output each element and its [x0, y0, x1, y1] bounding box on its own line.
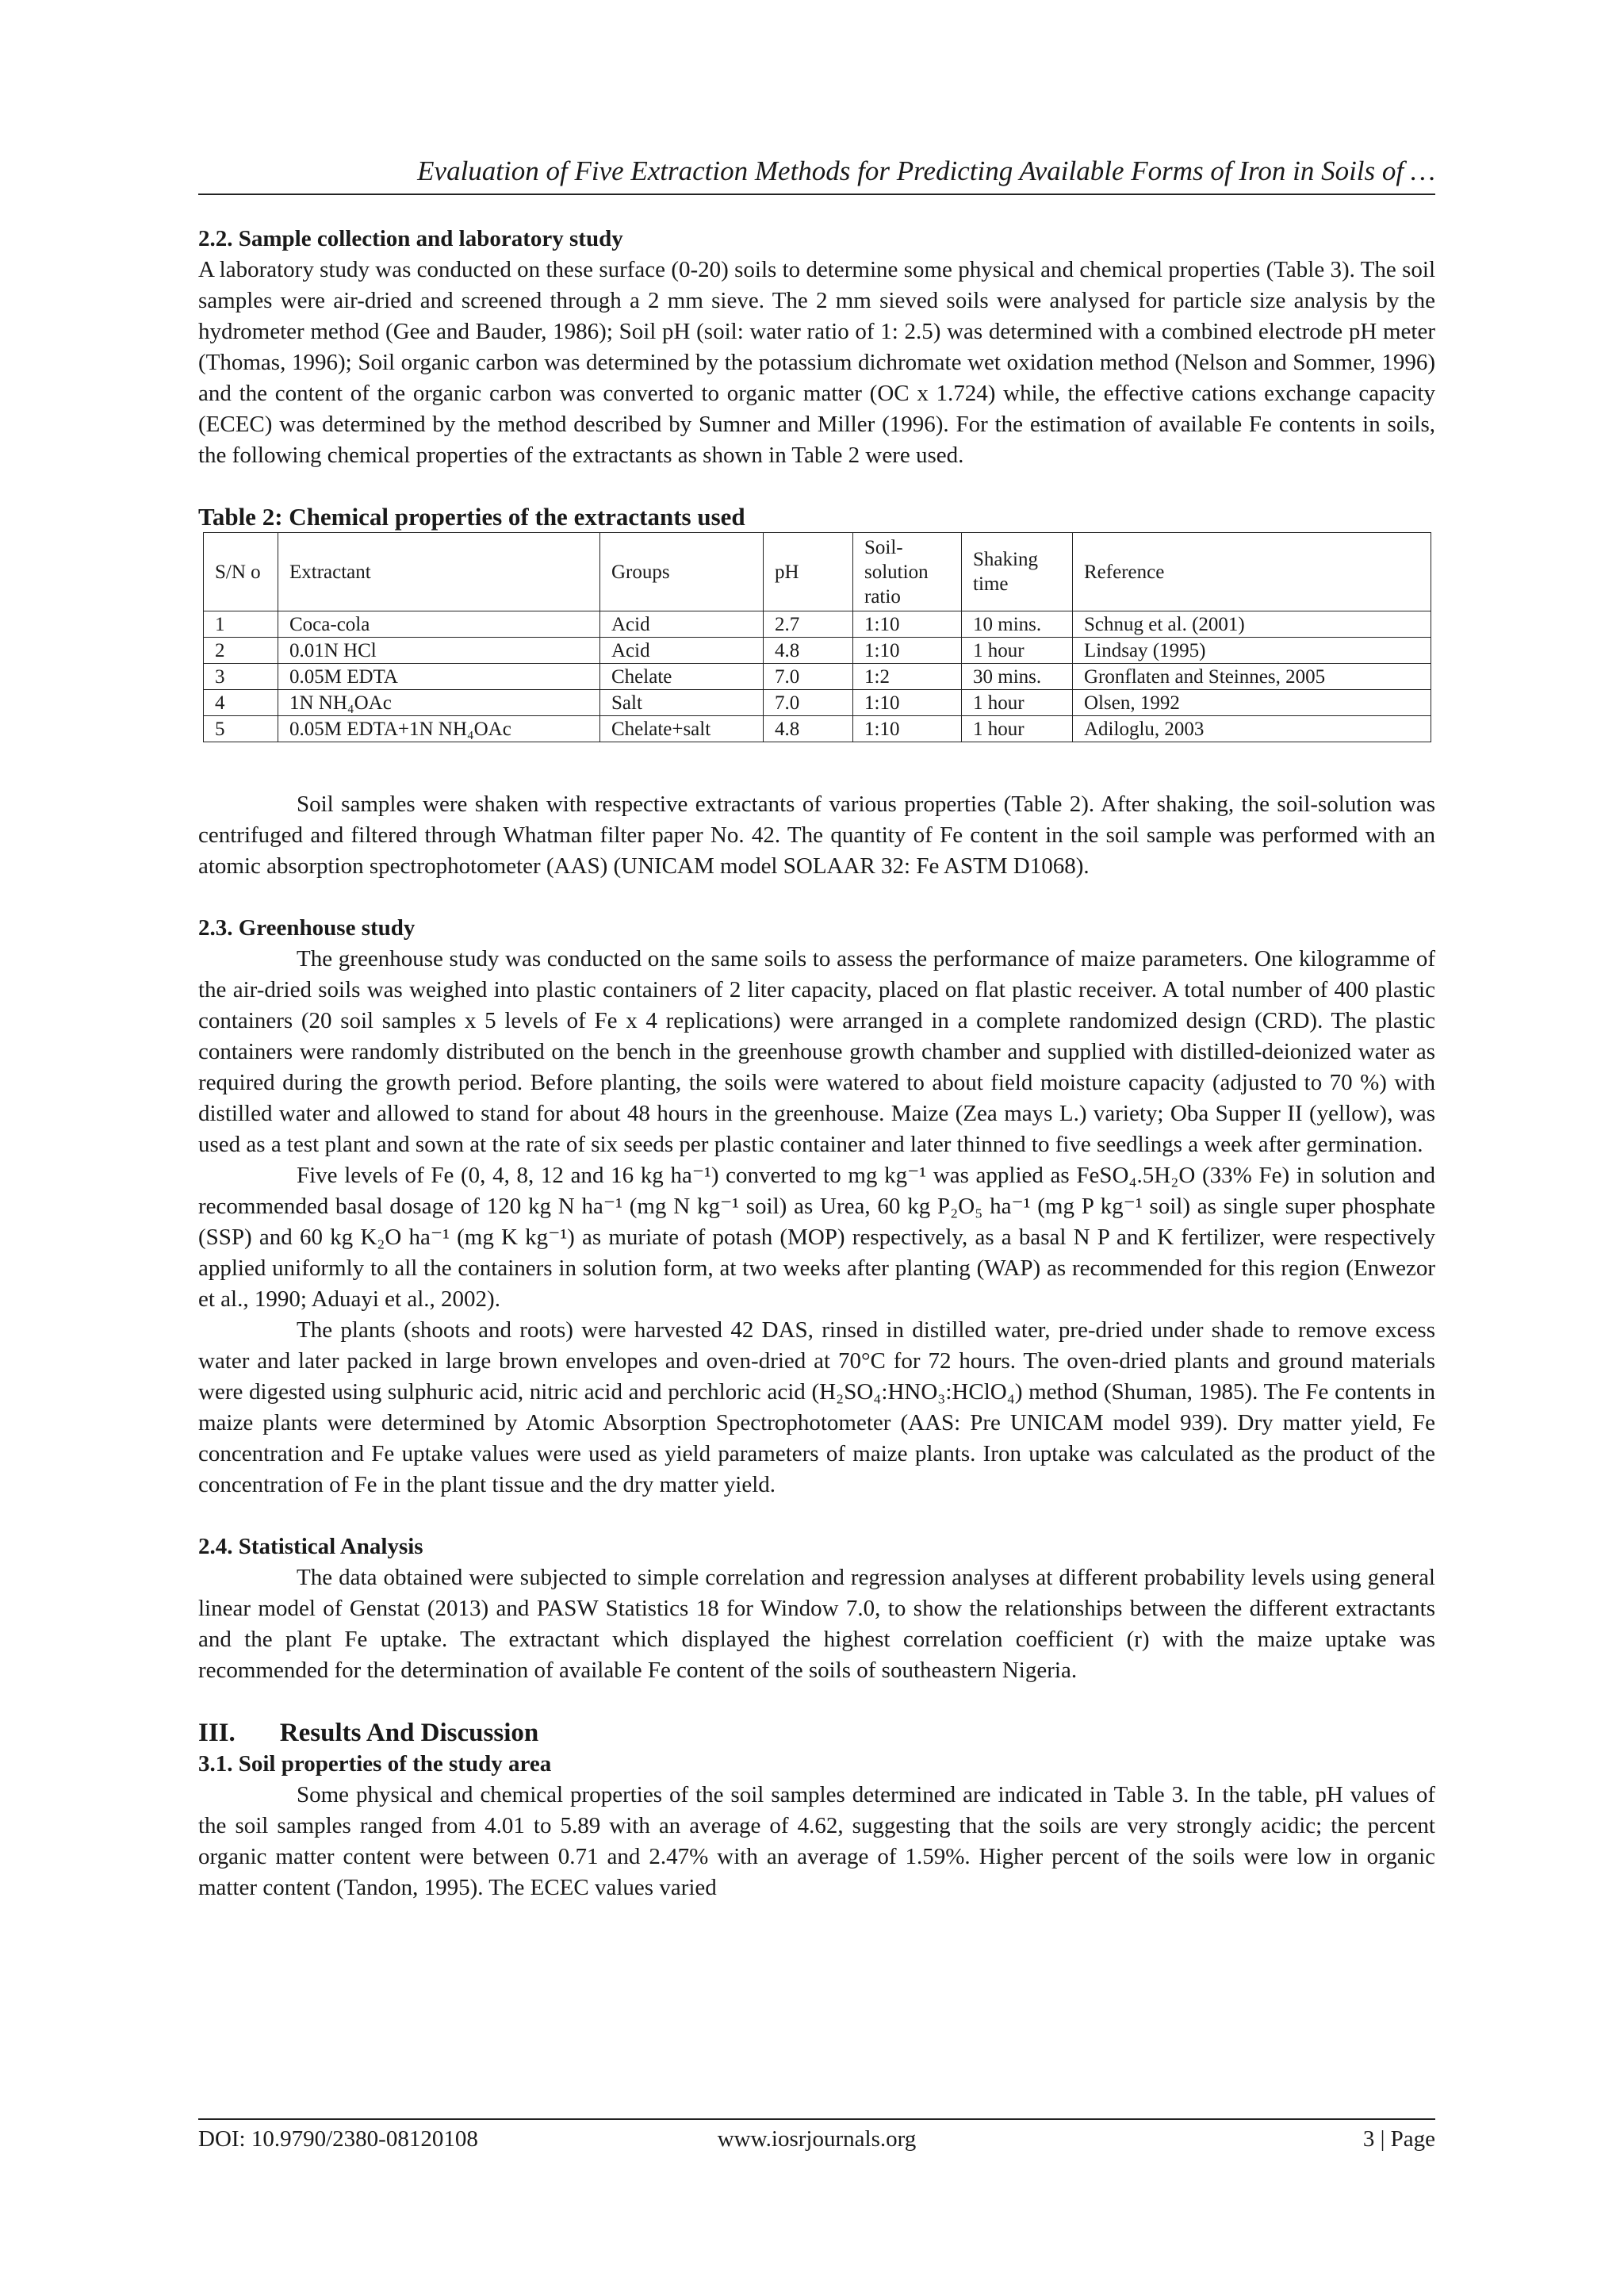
cell-ratio: 1:10 — [853, 690, 962, 716]
section-2-4-heading: 2.4. Statistical Analysis — [198, 1534, 423, 1559]
section-3-1-heading: 3.1. Soil properties of the study area — [198, 1751, 552, 1777]
table-header-row — [204, 533, 1431, 611]
section-2-3-paragraph-1: The greenhouse study was conducted on the same soils to assess the performance of maize parameters. One kilogramme of the air-dried soils was weighed into plastic containers of 2 liter capacity, placed on flat plastic receiver. A total number of 400 plastic containers (20 soil samples x 5 levels of Fe x 4 replications) were arranged in a complete randomized design (CRD). The plastic containers were randomly distributed on the bench in the greenhouse growth chamber and supplied with distilled-deionized water as required during the growth period. Before planting, the soils were watered to about field moisture capacity (adjusted to 70 %) with distilled water and allowed to stand for about 48 hours in the greenhouse. Maize (Zea mays L.) variety; Oba Supper II (yellow), was used as a test plant and sown at the rate of six seeds per plastic container and later thinned to five seedlings a week after germination. — [198, 946, 1435, 1157]
cell-group: Acid — [600, 611, 764, 638]
section-3-number: III. — [198, 1719, 236, 1747]
cell-ph: 4.8 — [764, 716, 853, 742]
col-header-ph: pH — [764, 533, 853, 611]
table-row — [204, 664, 1431, 690]
cell-sn: 5 — [204, 716, 278, 742]
footer-website: www.iosrjournals.org — [717, 2126, 917, 2152]
section-2-3-paragraph-2: Five levels of Fe (0, 4, 8, 12 and 16 kg ha⁻¹) converted to mg kg⁻¹ was applied as FeSO₄.5H₂O (33% Fe) in solution and recommended basal dosage of 120 kg N ha⁻¹ (mg N kg⁻¹ soil) as Urea, 60 kg P₂O₅ ha⁻¹ (mg P kg⁻¹ soil) as single super phosphate (SSP) and 60 kg K₂O ha⁻¹ (mg K kg⁻¹) as muriate of potash (MOP) respectively, as a basal N P and K fertilizer, were respectively applied uniformly to all the containers in solution form, at two weeks after planting (WAP) as recommended for this region (Enwezor et al., 1990; Aduayi et al., 2002). — [198, 1163, 1435, 1312]
col-header-sn: S/N o — [204, 533, 278, 611]
cell-reference: Lindsay (1995) — [1073, 638, 1431, 664]
cell-extractant: 1N NH₄OAc — [278, 690, 600, 716]
cell-sn: 1 — [204, 611, 278, 638]
cell-ratio: 1:10 — [853, 638, 962, 664]
cell-ph: 7.0 — [764, 664, 853, 690]
header-rule — [198, 194, 1435, 195]
cell-group: Chelate — [600, 664, 764, 690]
cell-reference: Adiloglu, 2003 — [1073, 716, 1431, 742]
section-2-2-paragraph-1: A laboratory study was conducted on these surface (0-20) soils to determine some physical and chemical properties (Table 3). The soil samples were air-dried and screened through a 2 mm sieve. The 2 mm sieved soils were analysed for particle size analysis by the hydrometer method (Gee and Bauder, 1986); Soil pH (soil: water ratio of 1: 2.5) was determined with a combined electrode pH meter (Thomas, 1996); Soil organic carbon was determined by the potassium dichromate wet oxidation method (Nelson and Sommer, 1996) and the content of the organic carbon was converted to organic matter (OC x 1.724) while, the effective cations exchange capacity (ECEC) was determined by the method described by Sumner and Miller (1996). For the estimation of available Fe contents in soils, the following chemical properties of the extractants as shown in Table 2 were used. — [198, 257, 1435, 468]
table-row — [204, 690, 1431, 716]
cell-time: 10 mins. — [962, 611, 1073, 638]
cell-ratio: 1:10 — [853, 716, 962, 742]
footer-doi: DOI: 10.9790/2380-08120108 — [198, 2126, 478, 2152]
cell-time: 1 hour — [962, 690, 1073, 716]
table-2-title: Table 2: Chemical properties of the extractants used — [198, 503, 745, 531]
section-2-3-heading: 2.3. Greenhouse study — [198, 915, 416, 941]
cell-sn: 2 — [204, 638, 278, 664]
table-row — [204, 611, 1431, 638]
footer-page-number: 3 | Page — [1362, 2126, 1435, 2152]
section-2-3-paragraph-3: The plants (shoots and roots) were harvested 42 DAS, rinsed in distilled water, pre-dried under shade to remove excess water and later packed in large brown envelopes and oven-dried at 70°C for 72 hours. The oven-dried plants and ground materials were digested using sulphuric acid, nitric acid and perchloric acid (H₂SO₄:HNO₃:HClO₄) method (Shuman, 1985). The Fe contents in maize plants were determined by Atomic Absorption Spectrophotometer (AAS: Pre UNICAM model 939). Dry matter yield, Fe concentration and Fe uptake values were used as yield parameters of maize plants. Iron uptake was calculated as the product of the concentration of Fe in the plant tissue and the dry matter yield. — [198, 1317, 1435, 1497]
cell-reference: Schnug et al. (2001) — [1073, 611, 1431, 638]
cell-ph: 7.0 — [764, 690, 853, 716]
section-2-2-paragraph-2: Soil samples were shaken with respective extractants of various properties (Table 2). After shaking, the soil-solution was centrifuged and filtered through Whatman filter paper No. 42. The quantity of Fe content in the soil sample was performed with an atomic absorption spectrophotometer (AAS) (UNICAM model SOLAAR 32: Fe ASTM D1068). — [198, 792, 1435, 879]
section-2-4-paragraph-1: The data obtained were subjected to simple correlation and regression analyses at different probability levels using general linear model of Genstat (2013) and PASW Statistics 18 for Window 7.0, to show the relationships between the different extractants and the plant Fe uptake. The extractant which displayed the highest correlation coefficient (r) with the maize uptake was recommended for the determination of available Fe content of the soils of southeastern Nigeria. — [198, 1565, 1435, 1683]
cell-extractant: 0.05M EDTA+1N NH₄OAc — [278, 716, 600, 742]
cell-reference: Gronflaten and Steinnes, 2005 — [1073, 664, 1431, 690]
table-row — [204, 716, 1431, 742]
cell-time: 1 hour — [962, 638, 1073, 664]
journal-page — [198, 0, 1435, 2296]
cell-ratio: 1:2 — [853, 664, 962, 690]
cell-ratio: 1:10 — [853, 611, 962, 638]
col-header-reference: Reference — [1073, 533, 1431, 611]
cell-ph: 4.8 — [764, 638, 853, 664]
page-content — [198, 224, 1435, 1903]
cell-group: Salt — [600, 690, 764, 716]
section-3-1-paragraph-1: Some physical and chemical properties of the soil samples determined are indicated in Table 3. In the table, pH values of the soil samples ranged from 4.01 to 5.89 with an average of 4.62, suggesting that the soils are very strongly acidic; the percent organic matter content were between 0.71 and 2.47% with an average of 1.59%. Higher percent of the soils were low in organic matter content (Tandon, 1995). The ECEC values varied — [198, 1782, 1435, 1900]
cell-ph: 2.7 — [764, 611, 853, 638]
footer-rule — [198, 2118, 1435, 2120]
cell-sn: 3 — [204, 664, 278, 690]
cell-extractant: 0.01N HCl — [278, 638, 600, 664]
cell-time: 1 hour — [962, 716, 1073, 742]
cell-time: 30 mins. — [962, 664, 1073, 690]
section-2-2-heading: 2.2. Sample collection and laboratory study — [198, 226, 623, 251]
col-header-extractant: Extractant — [278, 533, 600, 611]
table-row — [204, 638, 1431, 664]
col-header-groups: Groups — [600, 533, 764, 611]
cell-reference: Olsen, 1992 — [1073, 690, 1431, 716]
section-3-title: Results And Discussion — [279, 1719, 539, 1747]
running-header: Evaluation of Five Extraction Methods for Predicting Available Forms of Iron in Soils of … — [417, 155, 1435, 186]
cell-group: Acid — [600, 638, 764, 664]
col-header-time: Shaking time — [962, 533, 1073, 611]
cell-extractant: Coca-cola — [278, 611, 600, 638]
section-3-heading — [198, 1717, 1435, 1749]
table-2 — [203, 532, 1431, 742]
cell-group: Chelate+salt — [600, 716, 764, 742]
cell-sn: 4 — [204, 690, 278, 716]
cell-extractant: 0.05M EDTA — [278, 664, 600, 690]
col-header-ratio: Soil-solution ratio — [853, 533, 962, 611]
